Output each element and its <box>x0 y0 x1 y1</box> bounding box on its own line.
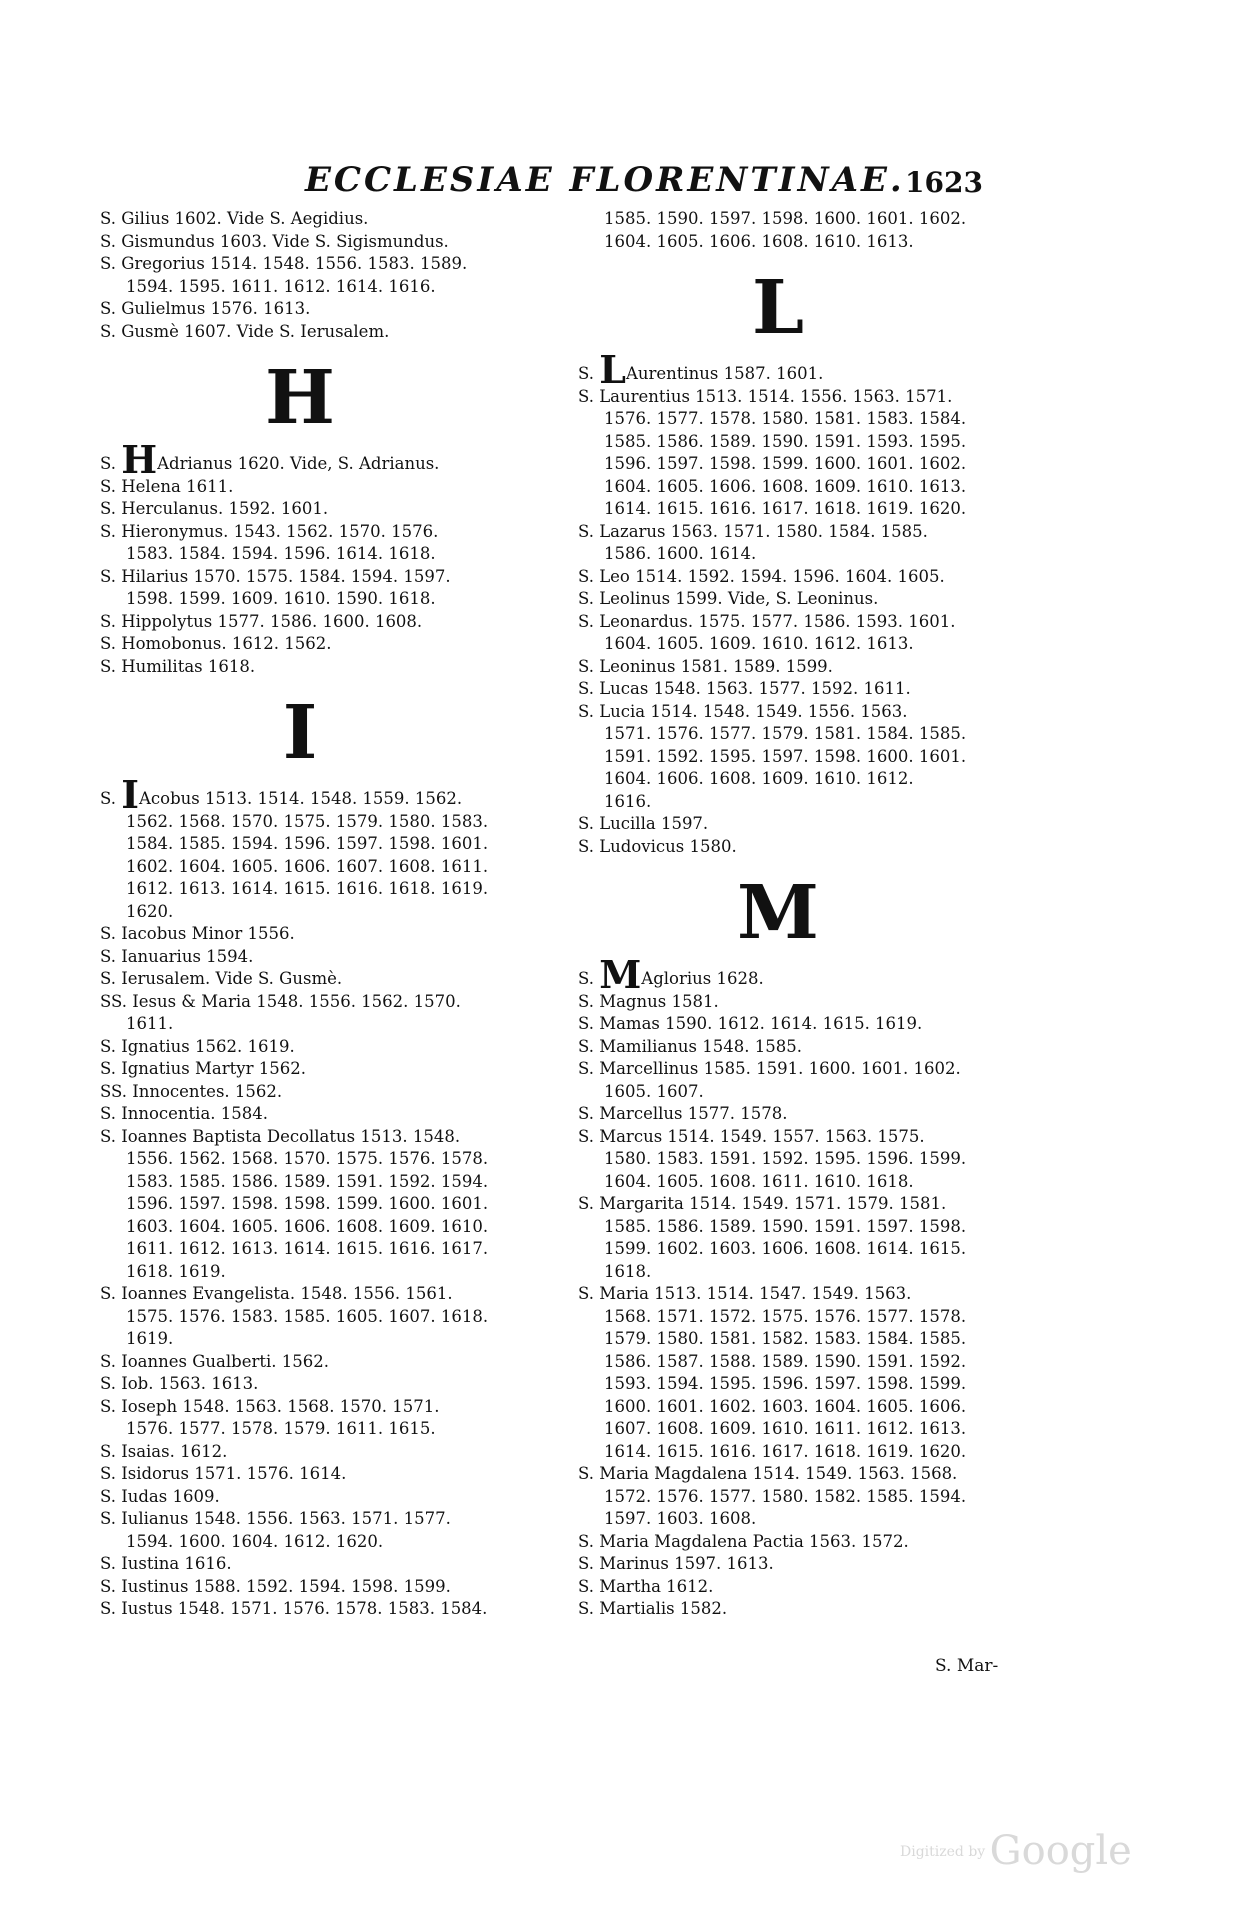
drop-letter-l: L <box>599 347 626 392</box>
index-entry: S. Marcellinus 1585. 1591. 1600. 1601. 1602. 1605. 1607. <box>578 1059 961 1101</box>
index-entry: S. Marcus 1514. 1549. 1557. 1563. 1575. 1580. 1583. 1591. 1592. 1595. 1596. 1599. 1604. 1605. 1608. 1611. 1610. 1618. <box>578 1126 967 1191</box>
g-entries <box>100 208 560 343</box>
index-entry: S. Ioannes Gualberti. 1562. <box>100 1351 329 1371</box>
index-entry: S. Marcellus 1577. 1578. <box>578 1104 788 1123</box>
index-entry: S. Gulielmus 1576. 1613. <box>100 299 311 318</box>
index-entry: S. Marinus 1597. 1613. <box>578 1554 774 1573</box>
index-entry: S. Lucilla 1597. <box>578 814 709 833</box>
index-entry: S. Hieronymus. 1543. 1562. 1570. 1576. 1583. 1584. 1594. 1596. 1614. 1618. <box>100 521 439 563</box>
index-entry: S. Laurentius 1513. 1514. 1556. 1563. 1571. 1576. 1577. 1578. 1580. 1581. 1583. 1584. 1585. 1586. 1589. 1590. 1591. 1593. 1595. 1596. 1597. 1598. 1599. 1600. 1601. 1602. 1604. 1605. 1606. 1608. 1609. 1610. 1613. 1614. 1615. 1616. 1617. 1618. 1619. 1620. <box>578 386 967 518</box>
index-entry: SS. Iesus & Maria 1548. 1556. 1562. 1570. 1611. <box>100 991 461 1033</box>
index-entry: S. Gismundus 1603. Vide S. Sigismundus. <box>100 231 449 251</box>
index-entry: S. Iustinus 1588. 1592. 1594. 1598. 1599. <box>100 1576 451 1596</box>
index-entry: S. Ioannes Baptista Decollatus 1513. 1548. 1556. 1562. 1568. 1570. 1575. 1576. 1578. 1583. 1585. 1586. 1589. 1591. 1592. 1594. 1596. 1597. 1598. 1598. 1599. 1600. 1601. 1603. 1604. 1605. 1606. 1608. 1609. 1610. 1611. 1612. 1613. 1614. 1615. 1616. 1617. 1618. 1619. <box>100 1126 489 1281</box>
index-entry: S. Iacobus Minor 1556. <box>100 924 295 943</box>
index-entry: S. Herculanus. 1592. 1601. <box>100 499 329 518</box>
index-entry: S. Iustina 1616. <box>100 1554 232 1573</box>
index-entry: S. Hippolytus 1577. 1586. 1600. 1608. <box>100 611 423 631</box>
digitization-watermark: Digitized by Google <box>900 1828 1132 1874</box>
index-entry: S. Humilitas 1618. <box>100 656 256 676</box>
index-entry: S. Margarita 1514. 1549. 1571. 1579. 1581. 1585. 1586. 1589. 1590. 1591. 1597. 1598. 1599. 1602. 1603. 1606. 1608. 1614. 1615. 1618. <box>578 1194 967 1281</box>
index-entry: S. Leolinus 1599. Vide, S. Leoninus. <box>578 589 879 608</box>
index-entry: S. Ierusalem. Vide S. Gusmè. <box>100 969 343 988</box>
index-entry: S. Maria 1513. 1514. 1547. 1549. 1563. 1568. 1571. 1572. 1575. 1576. 1577. 1578. 1579. 1580. 1581. 1582. 1583. 1584. 1585. 1586. 1587. 1588. 1589. 1590. 1591. 1592. 1593. 1594. 1595. 1596. 1597. 1598. 1599. 1600. 1601. 1602. 1603. 1604. 1605. 1606. 1607. 1608. 1609. 1610. 1611. 1612. 1613. 1614. 1615. 1616. 1617. 1618. 1619. 1620. <box>578 1284 967 1461</box>
index-entry: S. Mamilianus 1548. 1585. <box>578 1036 802 1056</box>
index-entry: S. Iudas 1609. <box>100 1486 220 1506</box>
left-column <box>100 208 560 1621</box>
h-entries <box>100 476 560 679</box>
drop-letter-m: M <box>599 952 642 997</box>
index-entry: S. Ludovicus 1580. <box>578 836 737 856</box>
index-entry: S. Isaias. 1612. <box>100 1441 228 1461</box>
index-entry: S. Gusmè 1607. Vide S. Ierusalem. <box>100 321 390 341</box>
index-entry: S. Leoninus 1581. 1589. 1599. <box>578 656 833 676</box>
index-entry: S. Maria Magdalena 1514. 1549. 1563. 1568. 1572. 1576. 1577. 1580. 1582. 1585. 1594. 1597. 1603. 1608. <box>578 1464 967 1528</box>
index-entry: S. Ianuarius 1594. <box>100 946 254 966</box>
index-entry: S. Lucia 1514. 1548. 1549. 1556. 1563. 1571. 1576. 1577. 1579. 1581. 1584. 1585. 1591. 1592. 1595. 1597. 1598. 1600. 1601. 1604. 1606. 1608. 1609. 1610. 1612. 1616. <box>578 701 967 811</box>
right-column <box>578 208 1038 1621</box>
index-entry: S. Magnus 1581. <box>578 991 719 1011</box>
google-logo: Google <box>989 1828 1132 1874</box>
index-entry: S. Maria Magdalena Pactia 1563. 1572. <box>578 1531 909 1551</box>
index-entry: S. Ignatius 1562. 1619. <box>100 1036 295 1056</box>
index-entry-first-l: S. LAurentinus 1587. 1601. <box>578 347 824 392</box>
index-entry: S. Mamas 1590. 1612. 1614. 1615. 1619. <box>578 1014 923 1033</box>
index-entry: S. Ioannes Evangelista. 1548. 1556. 1561. 1575. 1576. 1583. 1585. 1605. 1607. 1618. 1619. <box>100 1284 489 1348</box>
index-entry: S. Gregorius 1514. 1548. 1556. 1583. 1589. 1594. 1595. 1611. 1612. 1614. 1616. <box>100 254 468 296</box>
index-entry: S. Hilarius 1570. 1575. 1584. 1594. 1597. 1598. 1599. 1609. 1610. 1590. 1618. <box>100 566 451 608</box>
i-entries <box>100 923 560 1621</box>
index-entry: S. Ignatius Martyr 1562. <box>100 1059 306 1078</box>
index-entry: S. Ioseph 1548. 1563. 1568. 1570. 1571. 1576. 1577. 1578. 1579. 1611. 1615. <box>100 1396 440 1438</box>
index-entry: S. Helena 1611. <box>100 476 234 496</box>
letter-heading-m: M <box>737 870 819 956</box>
page-number: 1623 <box>905 166 983 199</box>
index-entry: S. Leonardus. 1575. 1577. 1586. 1593. 1601. 1604. 1605. 1609. 1610. 1612. 1613. <box>578 611 956 653</box>
index-entry: S. Iob. 1563. 1613. <box>100 1374 259 1393</box>
running-title: ECCLESIAE FLORENTINAE. <box>305 160 905 200</box>
index-entry: S. Leo 1514. 1592. 1594. 1596. 1604. 1605. <box>578 566 945 586</box>
catchword: S. Mar- <box>935 1656 999 1676</box>
index-entry: SS. Innocentes. 1562. <box>100 1081 283 1101</box>
index-entry: S. Iulianus 1548. 1556. 1563. 1571. 1577. 1594. 1600. 1604. 1612. 1620. <box>100 1509 451 1551</box>
l-entries <box>578 386 1038 859</box>
drop-letter-h: H <box>121 437 158 482</box>
index-entry-first-m: S. MAglorius 1628. <box>578 952 764 997</box>
index-entry: S. Martialis 1582. <box>578 1599 728 1618</box>
index-entry: S. Martha 1612. <box>578 1576 714 1596</box>
index-entry: S. Lucas 1548. 1563. 1577. 1592. 1611. <box>578 679 911 698</box>
index-entry: S. Iustus 1548. 1571. 1576. 1578. 1583. 1584. <box>100 1599 488 1618</box>
letter-heading-l: L <box>751 265 805 351</box>
index-entry: S. Innocentia. 1584. <box>100 1104 269 1123</box>
letter-heading-h: H <box>265 355 335 441</box>
page-header <box>0 160 1252 210</box>
letter-heading-i: I <box>282 690 318 776</box>
continued-entry: 1585. 1590. 1597. 1598. 1600. 1601. 1602. 1604. 1605. 1606. 1608. 1610. 1613. <box>604 209 967 251</box>
index-entry: S. Homobonus. 1612. 1562. <box>100 634 332 653</box>
drop-letter-i: I <box>121 772 139 817</box>
m-entries <box>578 991 1038 1621</box>
index-entry: S. Gilius 1602. Vide S. Aegidius. <box>100 209 369 228</box>
index-entry-first-i: S. IAcobus 1513. 1514. 1548. 1559. 1562. 1562. 1568. 1570. 1575. 1579. 1580. 1583. 1584. 1585. 1594. 1596. 1597. 1598. 1601. 1602. 1604. 1605. 1606. 1607. 1608. 1611. 1612. 1613. 1614. 1615. 1616. 1618. 1619. 1620. <box>100 772 489 921</box>
index-entry: S. Isidorus 1571. 1576. 1614. <box>100 1464 347 1483</box>
index-entry: S. Lazarus 1563. 1571. 1580. 1584. 1585. 1586. 1600. 1614. <box>578 521 928 563</box>
index-entry-first-h: S. HAdrianus 1620. Vide, S. Adrianus. <box>100 437 440 482</box>
